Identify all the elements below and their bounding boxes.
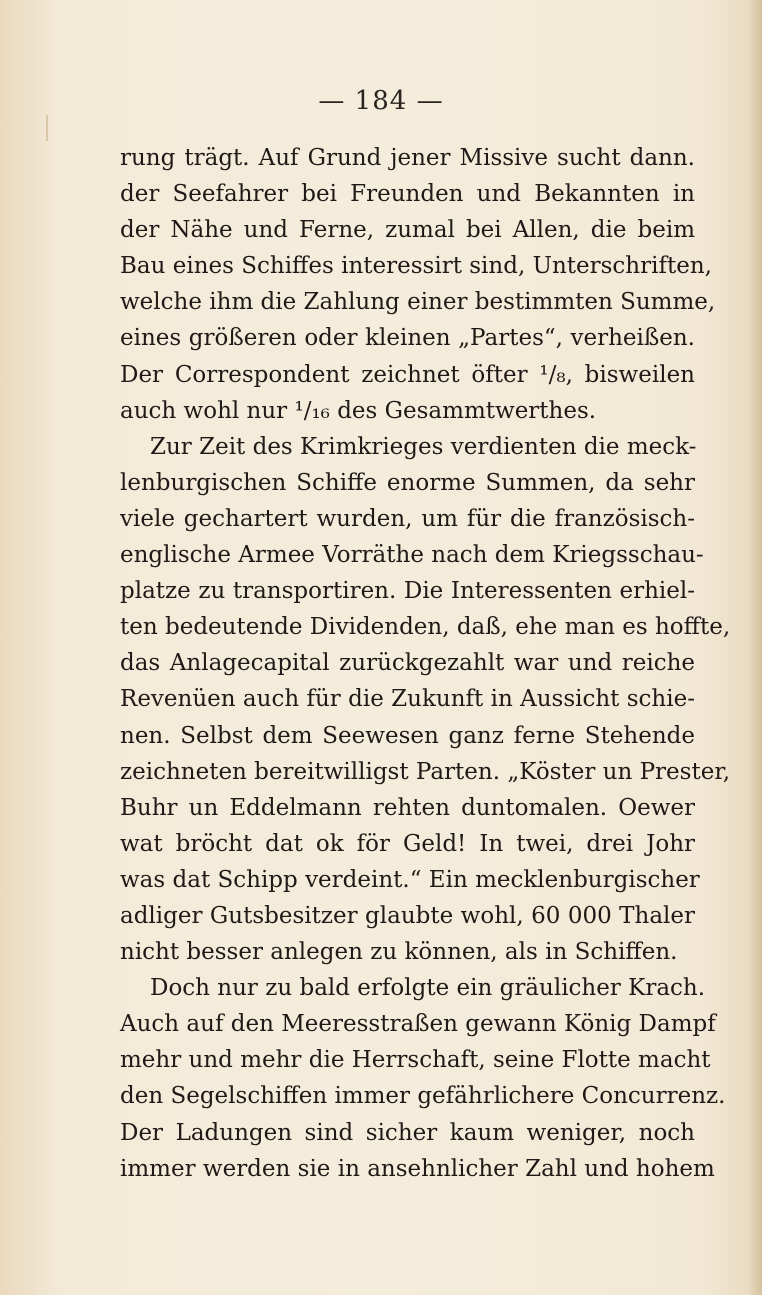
text-line: eines größeren oder kleinen „Partes“, verheißen. <box>120 325 695 352</box>
text-line: nicht besser anlegen zu können, als in Schiffen. <box>120 939 678 966</box>
text-line: zeichneten bereitwilligst Parten. „Köster un Prester, <box>120 758 731 785</box>
text-line: immer werden sie in ansehnlicher Zahl und hohem <box>120 1155 715 1182</box>
margin-mark <box>46 115 48 141</box>
text-line: Auch auf den Meeresstraßen gewann König Dampf <box>120 1011 716 1038</box>
text-line: Bau eines Schiffes interessirt sind, Unterschriften, <box>120 253 712 280</box>
text-line: englische Armee Vorräthe nach dem Kriegsschau- <box>120 542 704 569</box>
text-line: das Anlagecapital zurückgezahlt war und reiche <box>120 650 695 677</box>
text-line: der Seefahrer bei Freunden und Bekannten in <box>120 181 695 208</box>
text-line: nen. Selbst dem Seewesen ganz ferne Stehende <box>120 722 695 749</box>
text-line: rung trägt. Auf Grund jener Missive sucht dann. <box>120 145 695 171</box>
text-line: lenburgischen Schiffe enorme Summen, da sehr <box>120 469 695 496</box>
text-line: Der Correspondent zeichnet öfter ¹/₈, bisweilen <box>120 361 695 388</box>
text-line: Zur Zeit des Krimkrieges verdienten die meck- <box>150 433 697 460</box>
text-line: mehr und mehr die Herrschaft, seine Flotte macht <box>120 1047 711 1074</box>
text-line: wat bröcht dat ok för Geld! In twei, drei Johr <box>120 830 695 857</box>
text-line: Buhr un Eddelmann rehten duntomalen. Oewer <box>120 794 695 821</box>
text-line: Doch nur zu bald erfolgte ein gräulicher Krach. <box>150 975 706 1002</box>
text-line: der Nähe und Ferne, zumal bei Allen, die beim <box>120 217 695 244</box>
text-line: Der Ladungen sind sicher kaum weniger, noch <box>120 1119 695 1146</box>
text-line: auch wohl nur ¹/₁₆ des Gesammtwerthes. <box>120 397 597 424</box>
text-line: was dat Schipp verdeint.“ Ein mecklenburgischer <box>120 866 700 893</box>
page-number: — 184 — <box>318 86 444 116</box>
body-text <box>120 140 731 1187</box>
text-line: den Segelschiffen immer gefährlichere Concurrenz. <box>120 1083 726 1110</box>
text-line: adliger Gutsbesitzer glaubte wohl, 60 000 Thaler <box>120 902 695 929</box>
text-line: welche ihm die Zahlung einer bestimmten Summe, <box>120 289 716 316</box>
text-line: viele gechartert wurden, um für die französisch- <box>120 505 695 532</box>
text-line: ten bedeutende Dividenden, daß, ehe man es hoffte, <box>120 614 731 641</box>
text-line: platze zu transportiren. Die Interessenten erhiel- <box>120 578 695 605</box>
text-line: Revenüen auch für die Zukunft in Aussicht schie- <box>120 686 695 713</box>
